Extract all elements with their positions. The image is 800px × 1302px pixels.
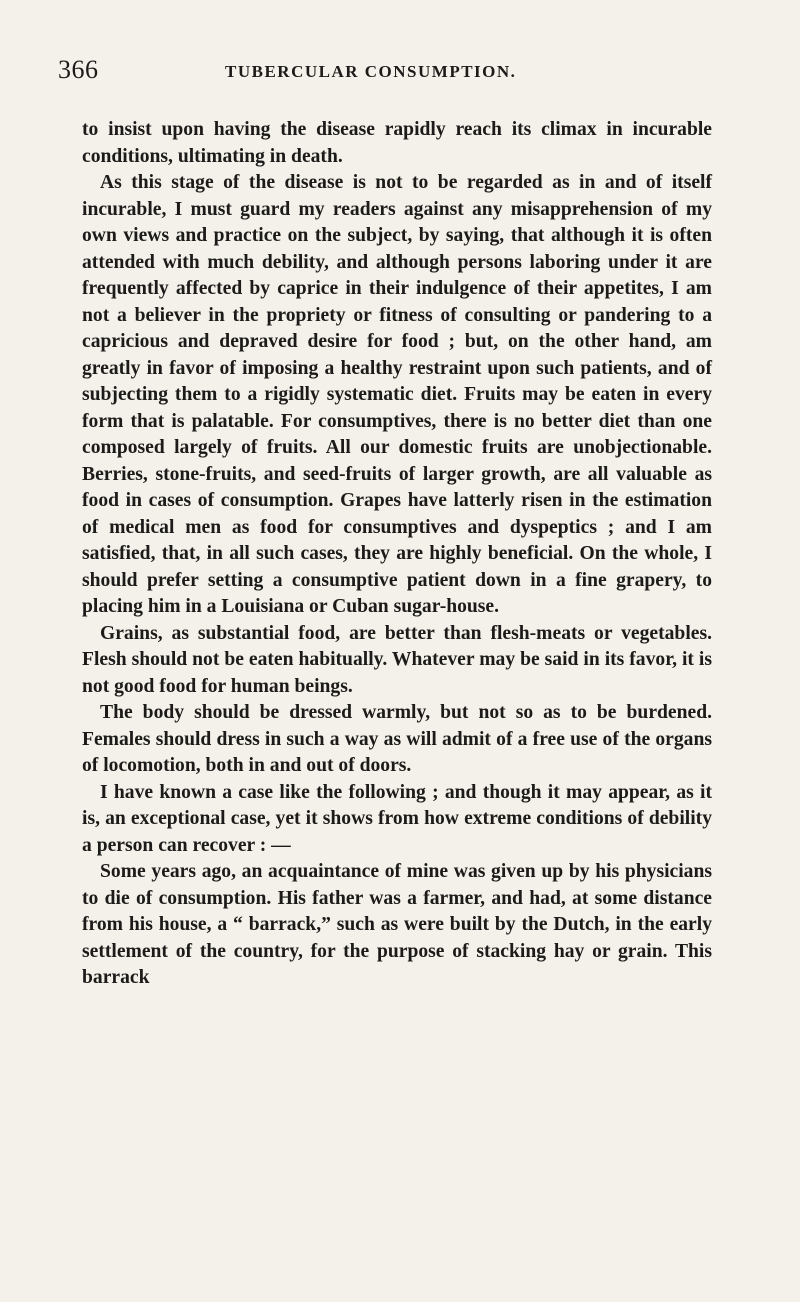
paragraph: Some years ago, an acquaintance of mine was given up by his physicians to die of consumption. His father was a farmer, and had, at some distance from his house, a “ barrack,” such as were built by the Dutch, in the early settlement of the country, for the purpose of stacking hay or grain. This barrack: [82, 861, 712, 988]
paragraph: I have known a case like the following ; and though it may appear, as it is, an exceptional case, yet it shows from how extreme conditions of debility a person can recover : —: [82, 781, 712, 856]
paragraph: The body should be dressed warmly, but not so as to be burdened. Females should dress in such a way as will admit of a free use of the organs of locomotion, both in and out of doors.: [82, 702, 712, 776]
paragraph: Grains, as substantial food, are better than flesh-meats or vegetables. Flesh should not be eaten habitually. Whatever may be said in its favor, it is not good food for human beings.: [82, 622, 712, 697]
page-header: [58, 55, 738, 85]
paragraph: As this stage of the disease is not to be regarded as in and of itself incurable, I must guard my readers against any misapprehension of my own views and practice on the subject, by saying, that although it is often attended with much debility, and although persons laboring under it are frequently affected by caprice in their indulgence of their appetites, I am not a believer in the propriety or fitness of consulting or pandering to a capricious and depraved desire for food ; but, on the other hand, am greatly in favor of imposing a healthy restraint upon such patients, and of subjecting them to a rigidly systematic diet. Fruits may be eaten in every form that is palatable. For consumptives, there is no better diet than one composed largely of fruits. All our domestic fruits are unobjectionable. Berries, stone-fruits, and seed-fruits of larger growth, are all valuable as food in cases of consumption. Grapes have latterly risen in the estimation of medical men as food for consumptives and dyspeptics ; and I am satisfied, that, in all such cases, they are highly beneficial. On the whole, I should prefer setting a consumptive patient down in a fine grapery, to placing him in a Louisiana or Cuban sugar-house.: [82, 172, 712, 617]
paragraph-continued: to insist upon having the disease rapidly reach its climax in incurable conditions, ultimating in death.: [82, 119, 712, 167]
running-title: TUBERCULAR CONSUMPTION.: [225, 62, 517, 81]
page-number: 366: [58, 55, 99, 84]
body-text: [82, 117, 712, 992]
